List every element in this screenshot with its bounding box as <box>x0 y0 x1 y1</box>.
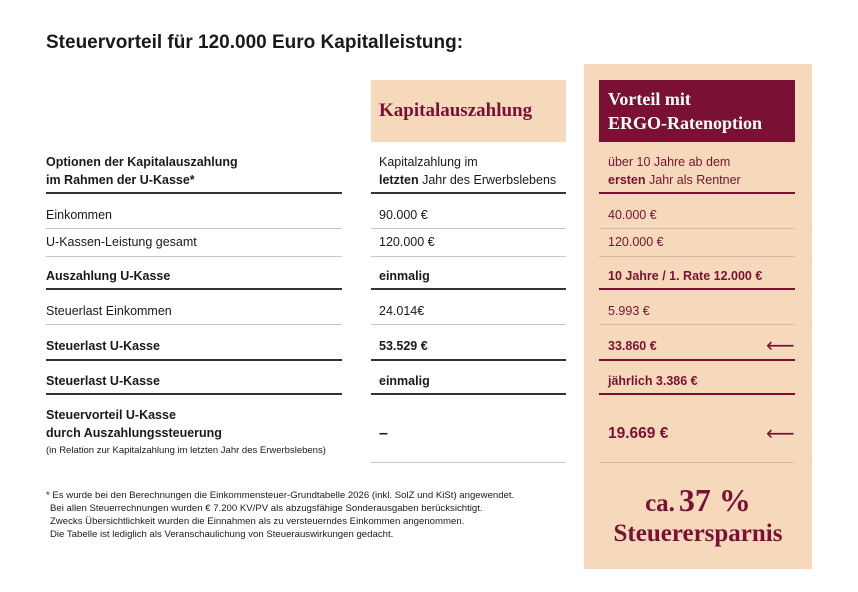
divider <box>46 228 342 229</box>
divider <box>599 228 795 229</box>
divider <box>46 393 342 395</box>
divider <box>599 256 795 257</box>
divider <box>371 393 566 395</box>
footnote: Zwecks Übersichtlichkeit wurden die Einnahmen als zu versteuerndes Einkommen angenommen. <box>50 516 465 527</box>
row-kap-steuerlast-ukasse: 53.529 € <box>379 339 428 353</box>
savings-prefix: ca. <box>645 490 675 517</box>
divider <box>599 462 795 463</box>
footnote: Bei allen Steuerrechnungen wurden € 7.200 KV/PV als abzugsfähige Sonderausgaben berücksichtigt. <box>50 503 483 514</box>
savings-label: Steuerersparnis <box>613 520 783 547</box>
vorteil-note: (in Relation zur Kapitalzahlung im letzten Jahr des Erwerbslebens) <box>46 445 326 456</box>
row-ergo-leistung: 120.000 € <box>608 235 664 249</box>
footnote: Die Tabelle ist lediglich als Veranschaulichung von Steuerauswirkungen gedacht. <box>50 529 394 540</box>
divider <box>599 393 795 395</box>
ergo-header-line1: Vorteil mit <box>608 89 691 109</box>
row-label-steuerlast-einkommen: Steuerlast Einkommen <box>46 304 172 318</box>
divider <box>371 462 566 463</box>
options-kap-line2 <box>379 171 556 189</box>
options-kap-line2-bold: letzten <box>379 173 419 187</box>
options-ergo-line2-bold: ersten <box>608 173 646 187</box>
arrow-left-icon: ⟵ <box>766 423 795 445</box>
row-kap-steuerlast-ukasse-2: einmalig <box>379 374 430 388</box>
kapital-header-label: Kapitalauszahlung <box>379 100 533 121</box>
vorteil-ergo: 19.669 € <box>608 425 669 442</box>
row-kap-steuerlast-einkommen: 24.014€ <box>379 304 425 318</box>
row-label-einkommen: Einkommen <box>46 208 112 222</box>
options-ergo-line2-rest: Jahr als Rentner <box>645 173 741 187</box>
ergo-header <box>599 80 795 142</box>
options-ergo-line1: über 10 Jahre ab dem <box>608 155 731 169</box>
row-kap-einkommen: 90.000 € <box>379 208 428 222</box>
divider <box>371 324 566 325</box>
row-ergo-steuerlast-einkommen: 5.993 € <box>608 304 650 318</box>
divider <box>46 359 342 361</box>
options-label-line2: im Rahmen der U-Kasse* <box>46 173 195 187</box>
divider <box>371 256 566 257</box>
divider <box>46 192 342 194</box>
divider <box>371 359 566 361</box>
arrow-left-icon: ⟵ <box>766 335 795 357</box>
kapital-header <box>371 80 566 142</box>
footnote: * Es wurde bei den Berechnungen die Einkommensteuer-Grundtabelle 2026 (inkl. SolZ und KiSt) angewendet. <box>46 490 515 501</box>
divider <box>599 324 795 325</box>
row-label-auszahlung: Auszahlung U-Kasse <box>46 269 171 283</box>
vorteil-label-line1: Steuervorteil U-Kasse <box>46 408 176 422</box>
row-ergo-auszahlung: 10 Jahre / 1. Rate 12.000 € <box>608 269 763 283</box>
row-label-steuerlast-ukasse: Steuerlast U-Kasse <box>46 339 160 353</box>
divider <box>599 192 795 194</box>
row-ergo-steuerlast-ukasse: 33.860 € <box>608 339 657 353</box>
divider <box>46 288 342 290</box>
row-kap-leistung: 120.000 € <box>379 235 435 249</box>
options-kap-line1: Kapitalzahlung im <box>379 155 478 169</box>
divider <box>46 256 342 257</box>
row-label-steuerlast-ukasse-2: Steuerlast U-Kasse <box>46 374 160 388</box>
options-ergo-line2 <box>608 171 741 189</box>
row-ergo-einkommen: 40.000 € <box>608 208 657 222</box>
divider <box>46 324 342 325</box>
divider <box>371 192 566 194</box>
vorteil-kap: – <box>379 425 388 442</box>
row-label-leistung: U-Kassen-Leistung gesamt <box>46 235 197 249</box>
page-title: Steuervorteil für 120.000 Euro Kapitalleistung: <box>46 32 464 53</box>
divider <box>371 288 566 290</box>
divider <box>599 359 795 361</box>
divider <box>371 228 566 229</box>
divider <box>599 288 795 290</box>
row-ergo-steuerlast-ukasse-2: jährlich 3.386 € <box>608 374 698 388</box>
options-kap-line2-rest: Jahr des Erwerbslebens <box>418 173 557 187</box>
ergo-header-line2: ERGO-Ratenoption <box>608 113 763 133</box>
options-label-line1: Optionen der Kapitalauszahlung <box>46 155 238 169</box>
savings-value: 37 % <box>678 482 751 518</box>
row-kap-auszahlung: einmalig <box>379 269 430 283</box>
vorteil-label-line2: durch Auszahlungssteuerung <box>46 426 222 440</box>
